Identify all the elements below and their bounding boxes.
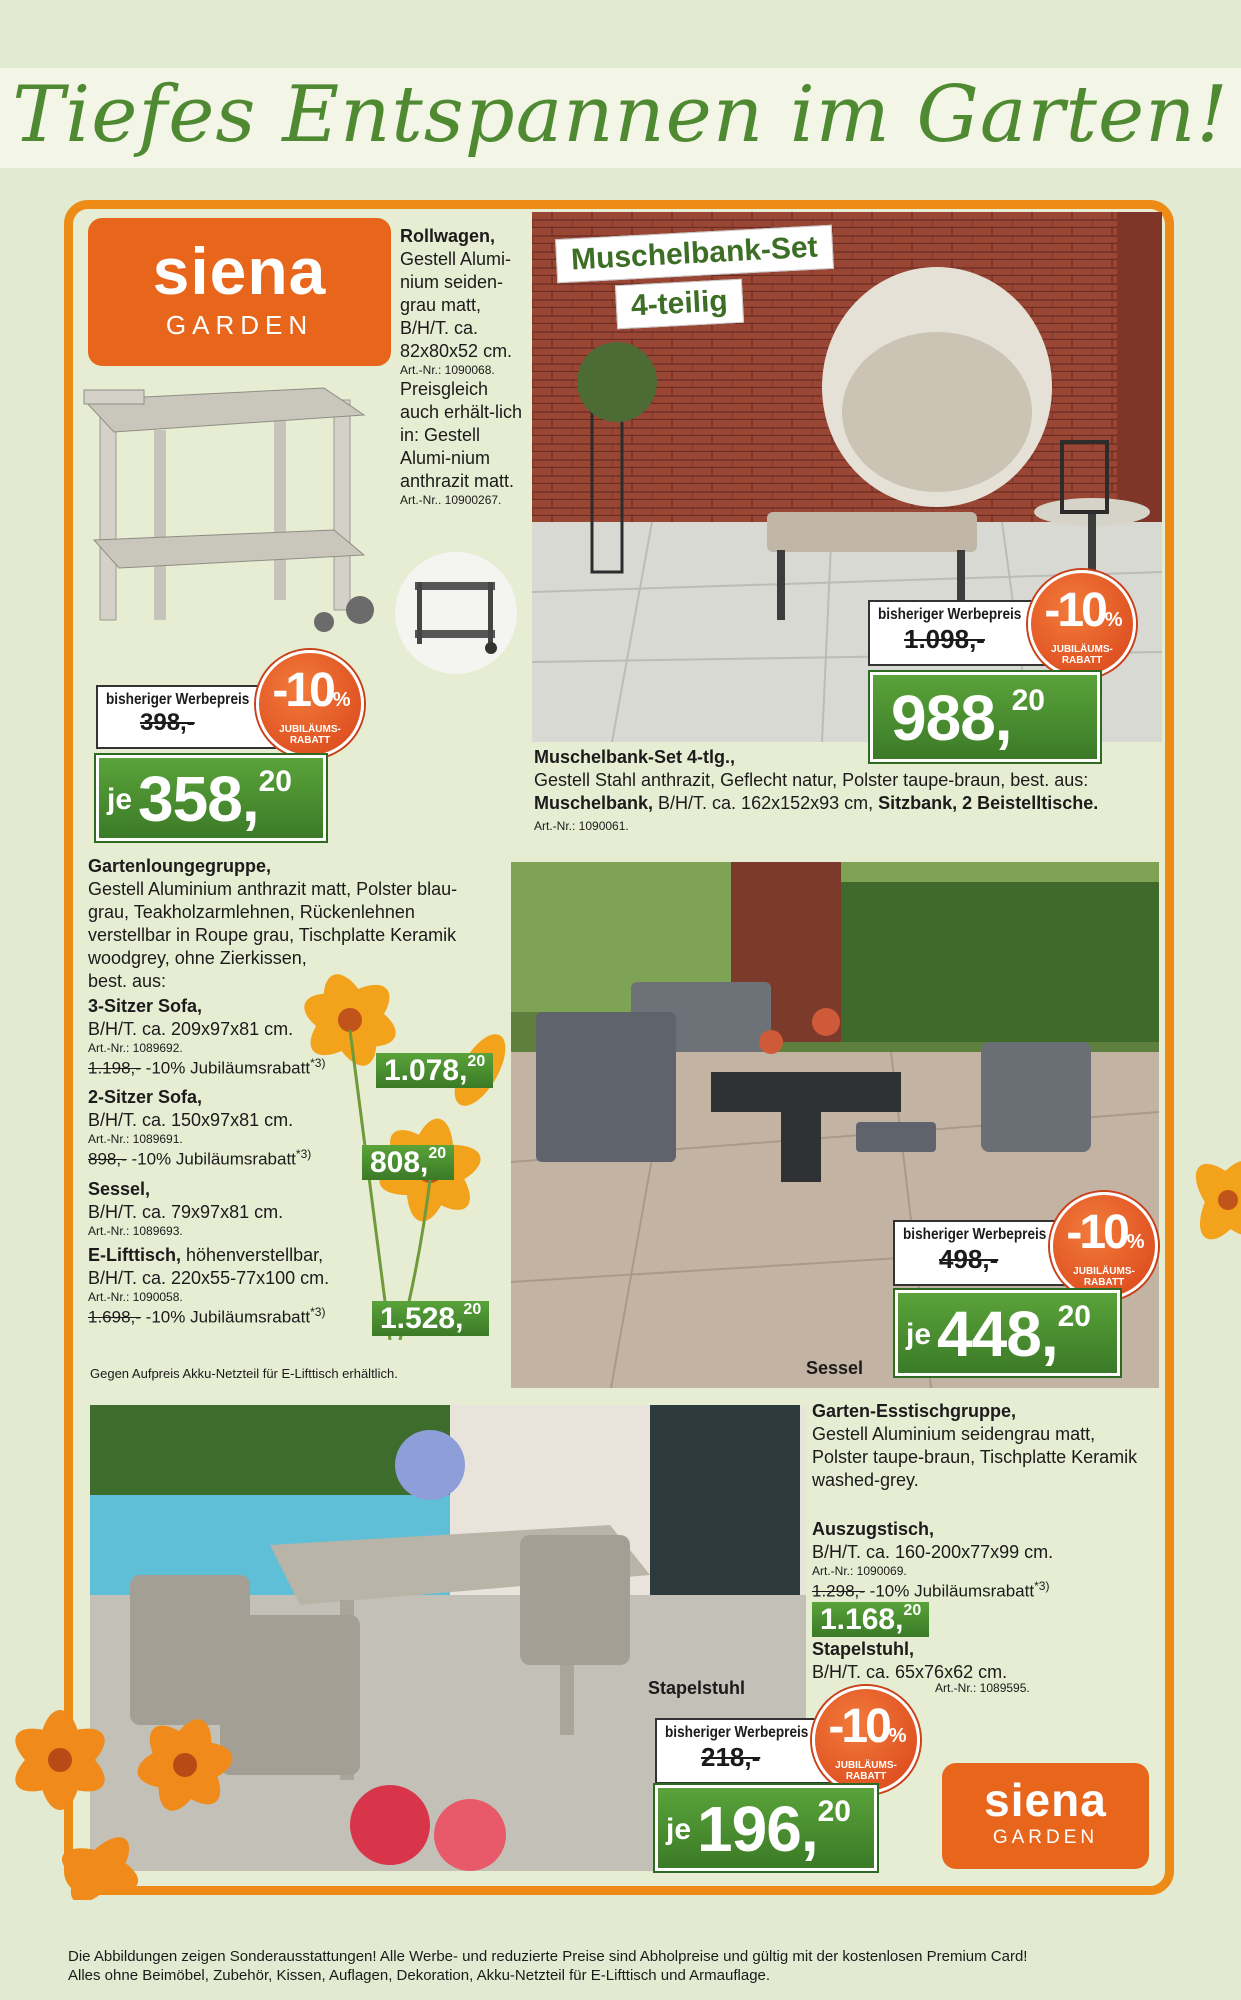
flower-decoration-2 — [1168, 1140, 1241, 1300]
item-name: Auszugstisch, — [812, 1519, 935, 1539]
esstisch-title: Garten-Esstischgruppe, — [812, 1401, 1017, 1421]
badge-text: JUBILÄUMS-RABATT — [1073, 1266, 1135, 1288]
old-price-label: bisheriger Werbepreis — [878, 606, 1022, 623]
old-price: 498,- — [939, 1244, 999, 1274]
brand-logo-bottom — [942, 1763, 1149, 1869]
brand-sub: GARDEN — [992, 1827, 1099, 1848]
old-price: 1.098,- — [904, 624, 985, 654]
old-price-label: bisheriger Werbepreis — [903, 1226, 1047, 1243]
lounge-item-sessel — [88, 1178, 418, 1239]
stapelstuhl-text — [812, 1638, 1152, 1684]
old-price: 398,- — [140, 709, 195, 736]
lounge-item-lifttisch — [88, 1244, 418, 1329]
muschelbank-tag-2: 4-teilig — [615, 279, 744, 330]
footer-line-1: Die Abbildungen zeigen Sonderausstattungen! Alle Werbe- und reduzierte Preise sind Abholpreise und gültig mit der kostenlosen Premium Card! — [68, 1948, 1028, 1965]
rollwagen-desc: Gestell Alumi-nium seiden-grau matt, B/H/T. ca. 82x80x52 cm. — [400, 249, 513, 361]
rollwagen-title: Rollwagen, — [400, 226, 496, 246]
item-rabatt: 1.298,- -10% Jubiläumsrabatt$^{*3)}$ — [812, 1579, 1050, 1601]
lifttisch-price: 1.528,20 — [372, 1301, 489, 1336]
sofa2-price: 808,20 — [362, 1145, 454, 1180]
badge-percent: -10% — [1066, 1206, 1142, 1259]
price-main: 988, — [891, 682, 1012, 754]
price-je: je — [666, 1813, 692, 1846]
rollwagen-variant-image — [395, 552, 517, 674]
flower-decoration-3 — [0, 1700, 260, 1900]
item-name: E-Lifttisch, höhenverstellbar, — [88, 1245, 324, 1265]
rollwagen-image — [64, 360, 394, 660]
brand-sub: GARDEN — [165, 310, 314, 340]
item-name: Sessel, — [88, 1179, 151, 1199]
rollwagen-price-box — [96, 755, 326, 841]
item-dim: B/H/T. ca. 160-200x77x99 cm. — [812, 1542, 1054, 1562]
price-main: 448, — [937, 1298, 1058, 1370]
muschelbank-discount-badge — [1028, 570, 1136, 678]
footer-line-2: Alles ohne Beimöbel, Zubehör, Kissen, Auflagen, Dekoration, Akku-Netzteil für E-Lifttisch und Armauflage. — [68, 1967, 771, 1984]
lounge-title: Gartenloungegruppe, — [88, 856, 272, 876]
item-dim: B/H/T. ca. 150x97x81 cm. — [88, 1110, 294, 1130]
badge-text: JUBILÄUMS-RABATT — [1051, 644, 1113, 666]
item-dim: B/H/T. ca. 209x97x81 cm. — [88, 1019, 294, 1039]
price-je: je — [107, 783, 133, 816]
price-main: 196, — [697, 1793, 818, 1865]
item-name: Stapelstuhl, — [812, 1639, 915, 1659]
badge-percent: -10% — [272, 664, 348, 717]
rollwagen-art1: Art.-Nr.: 1090068. — [400, 363, 495, 377]
lounge-item-sofa3 — [88, 995, 418, 1080]
item-rabatt: 898,- -10% Jubiläumsrabatt$^{*3)}$ — [88, 1147, 312, 1169]
badge-percent: -10% — [1044, 584, 1120, 637]
lounge-best: best. aus: — [88, 971, 167, 991]
badge-percent: -10% — [828, 1700, 904, 1753]
auszugstisch-text — [812, 1518, 1152, 1603]
rollwagen-also: Preisgleich auch erhält-lich in: Gestell Alumi-nium anthrazit matt. — [400, 379, 523, 491]
price-main: 358, — [138, 763, 259, 835]
esstisch-old-price-box — [655, 1718, 835, 1784]
old-price: 218,- — [701, 1742, 761, 1772]
rollwagen-old-price-box — [96, 685, 276, 749]
item-art: Art.-Nr.: 1090058. — [88, 1290, 183, 1304]
page-headline: Tiefes Entspannen im Garten! — [12, 70, 1229, 160]
lounge-desc: Gestell Aluminium anthrazit matt, Polster blau-grau, Teakholzarmlehnen, Rückenlehnen verstellbar in Roupe grau, Tischplatte Keramik woodgrey, ohne Zierkissen, — [88, 879, 458, 968]
item-art: Art.-Nr.: 1089693. — [88, 1224, 183, 1238]
brand-name: siena — [984, 1774, 1107, 1826]
lounge-discount-badge — [1050, 1192, 1158, 1300]
item-rabatt: 1.698,- -10% Jubiläumsrabatt$^{*3)}$ — [88, 1305, 326, 1327]
price-cents: 20 — [817, 1795, 851, 1828]
price-je: je — [906, 1318, 932, 1351]
muschelbank-line2: Muschelbank, B/H/T. ca. 162x152x93 cm, Sitzbank, 2 Beistelltische. — [534, 793, 1099, 813]
old-price-label: bisheriger Werbepreis — [665, 1724, 809, 1741]
muschelbank-art: Art.-Nr.: 1090061. — [534, 819, 629, 833]
rollwagen-discount-badge — [256, 650, 364, 758]
lounge-note: Gegen Aufpreis Akku-Netzteil für E-Lifttisch erhältlich. — [90, 1366, 398, 1381]
rollwagen-art2: Art.-Nr.. 10900267. — [400, 493, 502, 507]
stapelstuhl-label: Stapelstuhl — [648, 1678, 746, 1698]
brand-name: siena — [152, 234, 327, 308]
item-dim: B/H/T. ca. 220x55-77x100 cm. — [88, 1268, 330, 1288]
price-cents: 20 — [1011, 684, 1045, 717]
esstisch-discount-badge — [812, 1686, 920, 1794]
item-art: Art.-Nr.: 1089691. — [88, 1132, 183, 1146]
badge-text: JUBILÄUMS-RABATT — [835, 1760, 897, 1782]
badge-text: JUBILÄUMS-RABATT — [279, 724, 341, 746]
item-art: Art.-Nr.: 1089692. — [88, 1041, 183, 1055]
esstisch-price-box — [655, 1785, 877, 1871]
sofa3-price: 1.078,20 — [376, 1053, 493, 1088]
price-cents: 20 — [258, 765, 292, 798]
muschelbank-title: Muschelbank-Set 4-tlg., — [534, 747, 736, 767]
old-price-label: bisheriger Werbepreis — [106, 691, 250, 708]
item-dim: B/H/T. ca. 65x76x62 cm. — [812, 1662, 1008, 1682]
muschelbank-old-price-box — [868, 600, 1048, 666]
stapelstuhl-art: Art.-Nr.: 1089595. — [935, 1681, 1030, 1695]
item-name: 2-Sitzer Sofa, — [88, 1087, 203, 1107]
rollwagen-text — [400, 225, 525, 508]
brand-logo — [88, 218, 391, 366]
lounge-price-box — [895, 1290, 1120, 1376]
lounge-old-price-box — [893, 1220, 1073, 1286]
muschelbank-line1: Gestell Stahl anthrazit, Geflecht natur, Polster taupe-braun, best. aus: — [534, 770, 1089, 790]
item-dim: B/H/T. ca. 79x97x81 cm. — [88, 1202, 284, 1222]
price-cents: 20 — [1057, 1300, 1091, 1333]
auszugstisch-price: 1.168,20 — [812, 1602, 929, 1637]
esstisch-text — [812, 1400, 1152, 1492]
item-name: 3-Sitzer Sofa, — [88, 996, 203, 1016]
muschelbank-text — [534, 746, 1164, 834]
sessel-label: Sessel — [806, 1358, 864, 1378]
esstisch-desc: Gestell Aluminium seidengrau matt, Polster taupe-braun, Tischplatte Keramik washed-grey. — [812, 1424, 1138, 1490]
muschelbank-tag-1: Muschelbank-Set — [555, 225, 834, 283]
item-art: Art.-Nr.: 1090069. — [812, 1564, 907, 1578]
item-rabatt: 1.198,- -10% Jubiläumsrabatt$^{*3)}$ — [88, 1056, 326, 1078]
